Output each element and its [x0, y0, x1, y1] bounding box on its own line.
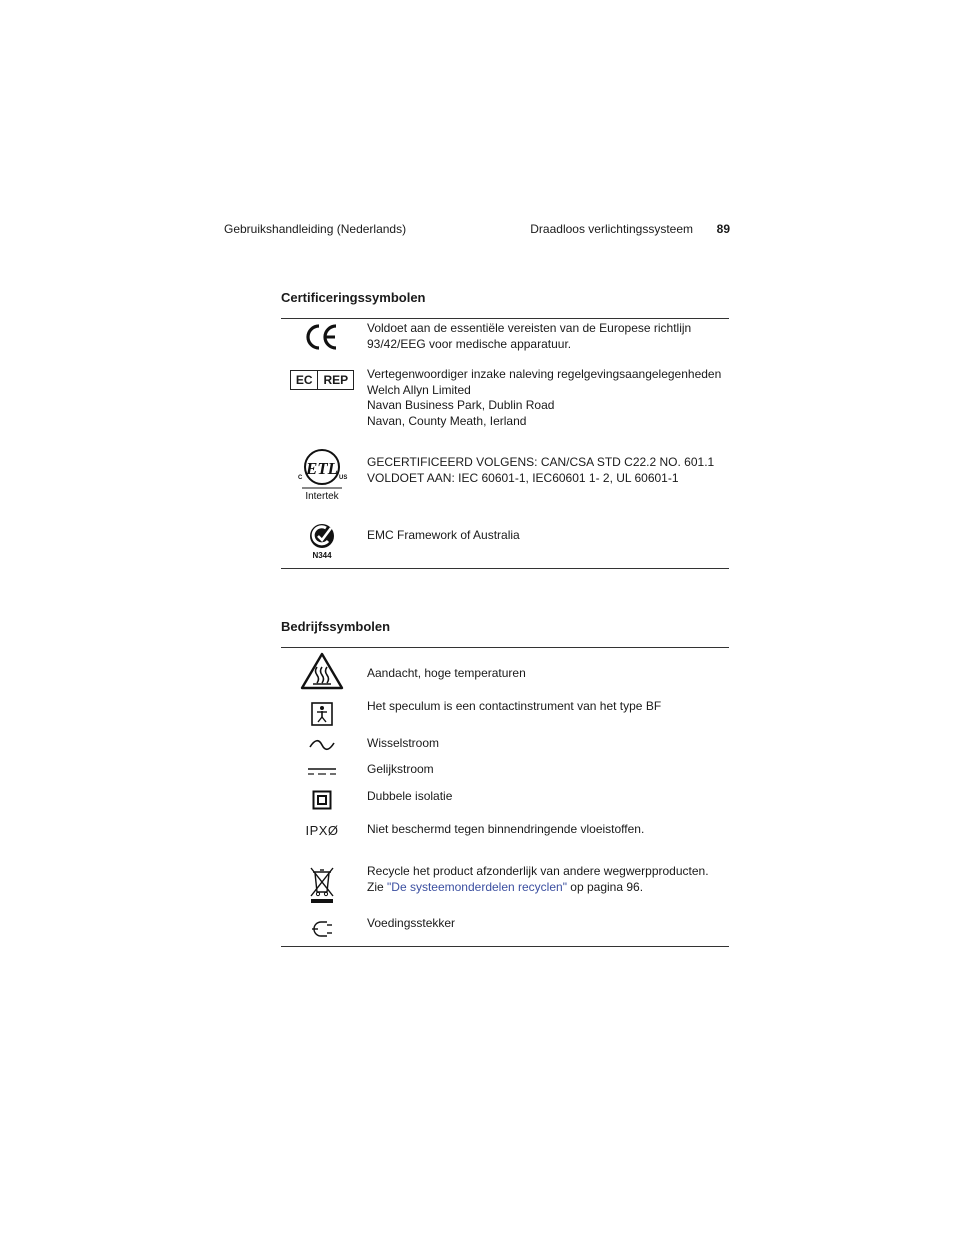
hot-surface-warning-icon: [281, 651, 363, 691]
text-line: Het speculum is een contactinstrument van het type BF: [367, 699, 662, 713]
link-prefix: Zie: [367, 879, 388, 894]
alternating-current-icon: [281, 738, 363, 752]
section-bottom-rule: [281, 946, 729, 947]
etl-us-label: US: [339, 475, 348, 481]
op-ipx0-text: [367, 822, 644, 838]
text-line: Navan Business Park, Dublin Road: [367, 398, 555, 412]
cert-etl-text: [367, 455, 714, 486]
op-plug-text: [367, 916, 455, 932]
product-name: Draadloos verlichtingssysteem: [530, 222, 693, 236]
section-bottom-rule: [281, 568, 729, 569]
ec-label: EC: [295, 373, 313, 387]
n344-label: N344: [312, 551, 332, 560]
intertek-label: Intertek: [305, 491, 339, 502]
c-tick-icon: [281, 522, 363, 562]
double-insulation-icon: [281, 790, 363, 810]
cross-reference-line: [367, 880, 709, 896]
text-line: 93/42/EEG voor medische apparatuur.: [367, 336, 572, 351]
text-line: Voldoet aan de essentiële vereisten van de Europese richtlijn: [367, 321, 692, 335]
direct-current-icon: [281, 766, 363, 778]
etl-intertek-icon: [281, 445, 363, 503]
cert-ctick-text: [367, 528, 520, 544]
certification-section-title: Certificeringssymbolen: [281, 290, 426, 305]
link-suffix: op pagina 96.: [566, 879, 644, 894]
svg-text:ETL: ETL: [305, 459, 339, 478]
recycle-page-link[interactable]: "De systeemonderdelen recyclen": [387, 879, 567, 894]
cert-ce-text: [367, 321, 691, 352]
operation-section-title: Bedrijfssymbolen: [281, 619, 391, 634]
text-line: Wisselstroom: [367, 736, 440, 750]
text-line: Navan, County Meath, Ierland: [367, 413, 527, 428]
text-line: Voedingsstekker: [367, 916, 456, 930]
text-line: GECERTIFICEERD VOLGENS: CAN/CSA STD C22.2 NO. 601.1: [367, 455, 715, 469]
manual-title: Gebruikshandleiding (Nederlands): [224, 222, 407, 236]
text-line: Niet beschermd tegen binnendringende vloeistoffen.: [367, 822, 645, 836]
op-double-insulation-text: [367, 789, 452, 805]
type-bf-applied-part-icon: [281, 701, 363, 727]
page-number: 89: [716, 222, 730, 236]
section-top-rule: [281, 647, 729, 648]
section-top-rule: [281, 318, 729, 319]
text-line: Vertegenwoordiger inzake naleving regelgevingsaangelegenheden: [367, 367, 722, 381]
op-ac-text: [367, 736, 439, 752]
text-line: Recycle het product afzonderlijk van andere wegwerpproducten.: [367, 864, 709, 878]
text-line: Welch Allyn Limited: [367, 382, 471, 397]
ec-rep-icon: [281, 370, 363, 390]
power-plug-icon: [281, 919, 363, 939]
text-line: EMC Framework of Australia: [367, 528, 520, 542]
text-line: Gelijkstroom: [367, 762, 434, 776]
ipx0-icon: [281, 823, 363, 838]
text-line: Dubbele isolatie: [367, 789, 453, 803]
cert-ecrep-text: [367, 367, 721, 429]
weee-crossed-bin-icon: [281, 866, 363, 904]
op-bf-text: [367, 699, 661, 715]
op-hot-text: [367, 666, 526, 682]
ipx0-label: IPXØ: [305, 823, 339, 838]
text-line: Aandacht, hoge temperaturen: [367, 666, 526, 680]
rep-label: REP: [317, 371, 353, 389]
text-line: VOLDOET AAN: IEC 60601-1, IEC60601 1- 2, UL 60601-1: [367, 470, 679, 485]
op-dc-text: [367, 762, 434, 778]
op-weee-text: [367, 864, 709, 895]
etl-c-label: C: [298, 475, 303, 481]
ce-mark-icon: [281, 322, 363, 352]
